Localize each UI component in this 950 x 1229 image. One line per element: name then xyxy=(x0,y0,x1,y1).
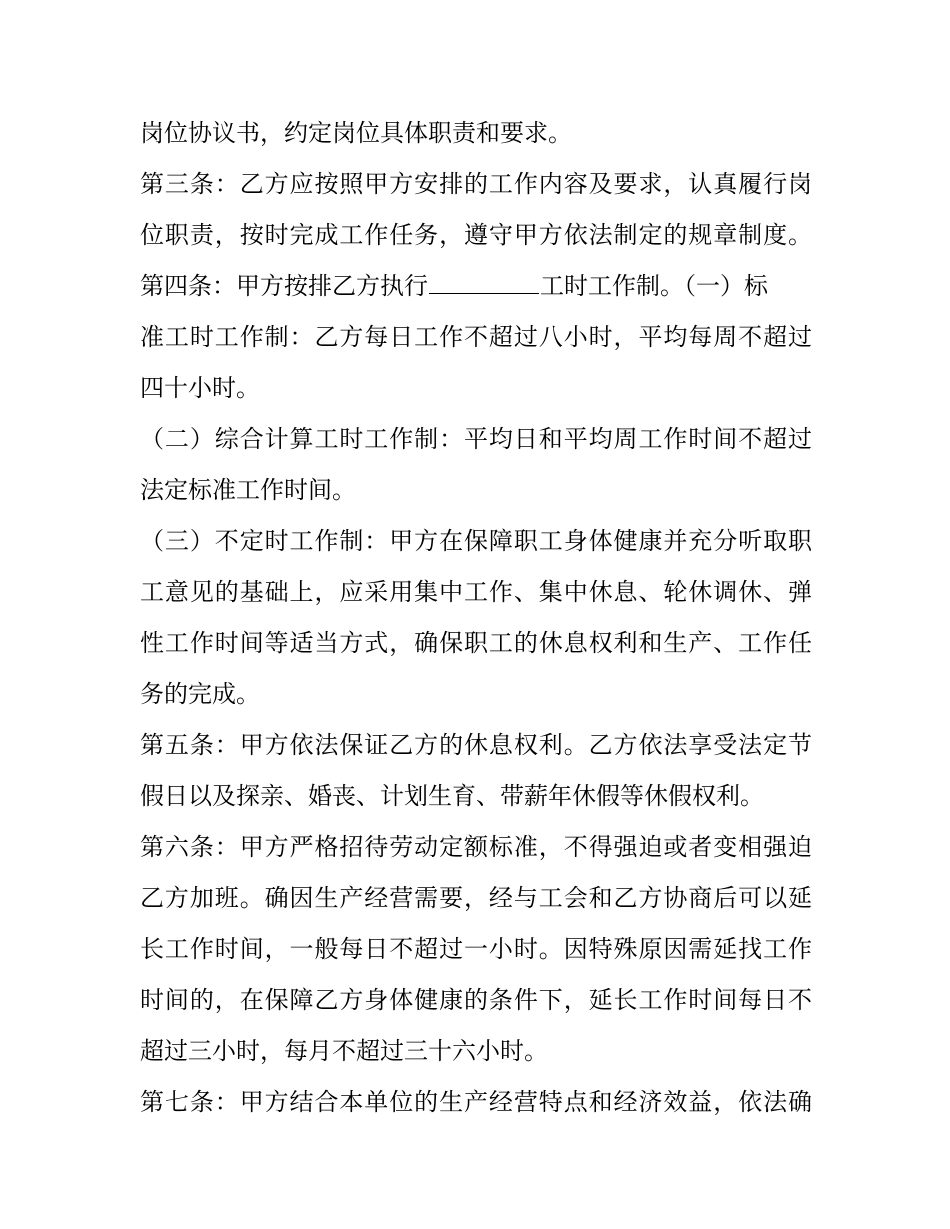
text-line-12: 务的完成。 xyxy=(140,680,260,708)
fill-in-blank[interactable] xyxy=(429,271,539,294)
text-line-4 xyxy=(140,261,812,312)
text-line-9: （三）不定时工作制：甲方在保障职工身体健康并充分听取职 xyxy=(140,527,812,555)
text-line-3: 位职责，按时完成工作任务，遵守甲方依法制定的规章制度。 xyxy=(140,221,812,249)
text-line-1: 岗位协议书，约定岗位具体职责和要求。 xyxy=(140,119,572,147)
text-line-20: 第七条：甲方结合本单位的生产经营特点和经济效益，依法确 xyxy=(140,1088,812,1116)
text-line-5: 准工时工作制：乙方每日工作不超过八小时，平均每周不超过 xyxy=(140,323,812,351)
text-line-19: 超过三小时，每月不超过三十六小时。 xyxy=(140,1037,548,1065)
article-4-after-blank: 工时工作制。（一）标 xyxy=(540,272,768,300)
text-line-13: 第五条：甲方依法保证乙方的休息权利。乙方依法享受法定节 xyxy=(140,731,812,759)
text-line-14: 假日以及探亲、婚丧、计划生育、带薪年休假等休假权利。 xyxy=(140,782,764,810)
text-line-18: 时间的，在保障乙方身体健康的条件下，延长工作时间每日不 xyxy=(140,986,812,1014)
text-line-7: （二）综合计算工时工作制：平均日和平均周工作时间不超过 xyxy=(140,425,812,453)
text-line-10: 工意见的基础上，应采用集中工作、集中休息、轮休调休、弹 xyxy=(140,578,812,606)
document-body xyxy=(140,108,812,1128)
text-line-17: 长工作时间，一般每日不超过一小时。因特殊原因需延找工作 xyxy=(140,935,812,963)
text-line-15: 第六条：甲方严格招待劳动定额标准，不得强迫或者变相强迫 xyxy=(140,833,812,861)
text-line-2: 第三条：乙方应按照甲方安排的工作内容及要求，认真履行岗 xyxy=(140,170,812,198)
text-line-11: 性工作时间等适当方式，确保职工的休息权利和生产、工作任 xyxy=(140,629,812,657)
text-line-8: 法定标准工作时间。 xyxy=(140,476,356,504)
text-line-16: 乙方加班。确因生产经营需要，经与工会和乙方协商后可以延 xyxy=(140,884,812,912)
text-line-6: 四十小时。 xyxy=(140,374,260,402)
article-4-before-blank: 第四条：甲方按排乙方执行 xyxy=(140,272,428,300)
